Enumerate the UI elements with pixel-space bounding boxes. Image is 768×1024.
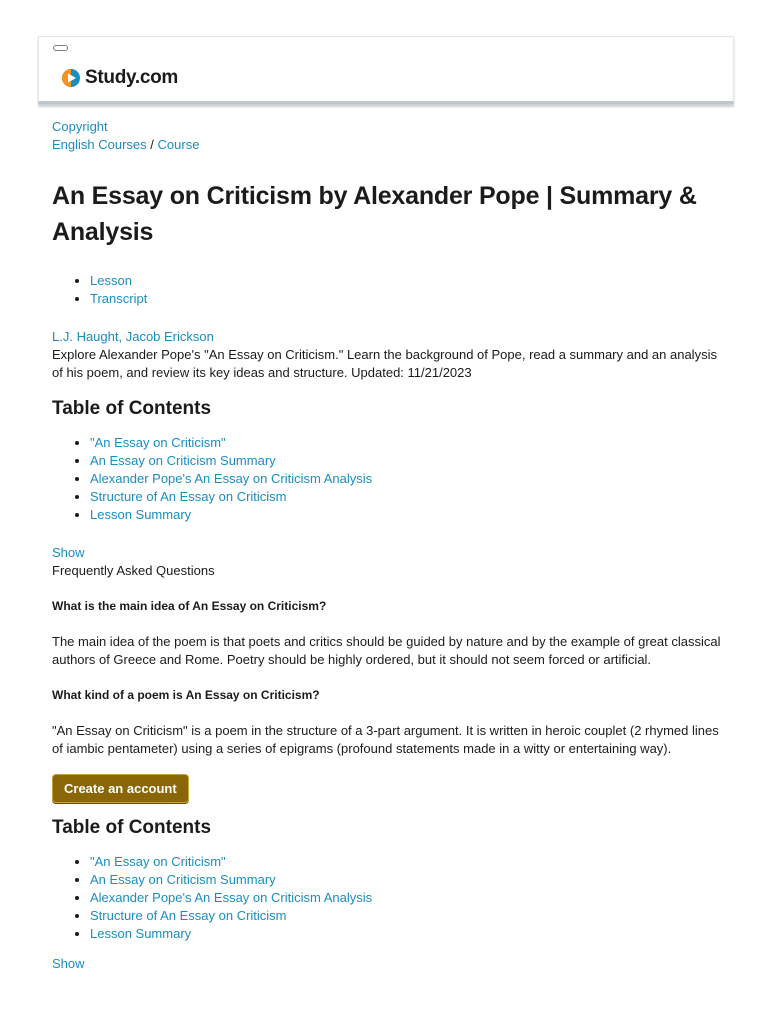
faq-title: Frequently Asked Questions [52,563,215,578]
faq-question: What kind of a poem is An Essay on Criticism? [52,688,320,702]
study-com-logo[interactable] [61,67,178,89]
toc-item-lesson-summary[interactable]: Lesson Summary [90,507,192,522]
toc-item-structure[interactable]: Structure of An Essay on Criticism [90,489,287,504]
toc-show-link[interactable]: Show [52,956,85,971]
toc-list [52,434,722,524]
toc-item-analysis[interactable]: Alexander Pope's An Essay on Criticism Analysis [90,890,373,905]
breadcrumb [52,118,722,154]
toc-heading: Table of Contents [52,398,212,419]
logo-text: Study.com [85,67,179,88]
toc-item-summary[interactable]: An Essay on Criticism Summary [90,872,276,887]
lesson-tabs [52,272,722,308]
faq-answer: "An Essay on Criticism" is a poem in the structure of a 3-part argument. It is written in heroic couplet (2 rhymed lines of iambic pentameter) using a series of epigrams (profound statements made in a witty or entertaining way). [52,723,719,756]
toc-item-analysis[interactable]: Alexander Pope's An Essay on Criticism Analysis [90,471,373,486]
lesson-summary-text: Explore Alexander Pope's "An Essay on Criticism." Learn the background of Pope, read a summary and an analysis of his poem, and review its key ideas and structure. Updated: 11/21/2023 [52,347,717,380]
create-account-button[interactable]: Create an account [52,774,189,803]
tab-transcript[interactable]: Transcript [90,291,148,306]
breadcrumb-copyright-link[interactable]: Copyright [52,119,108,134]
toc-item-structure[interactable]: Structure of An Essay on Criticism [90,908,287,923]
breadcrumb-course-link[interactable]: Course [157,137,200,152]
toc-item-lesson-summary[interactable]: Lesson Summary [90,926,192,941]
toc-item-essay[interactable]: "An Essay on Criticism" [90,854,226,869]
menu-toggle-icon[interactable] [53,45,68,51]
tab-lesson[interactable]: Lesson [90,273,132,288]
toc-list [52,853,722,943]
author-links [52,328,722,346]
faq-question: What is the main idea of An Essay on Criticism? [52,599,327,613]
breadcrumb-english-courses-link[interactable]: English Courses [52,137,147,152]
toc-show-link[interactable]: Show [52,545,85,560]
main-content [52,118,722,973]
toc-item-summary[interactable]: An Essay on Criticism Summary [90,453,276,468]
page-title: An Essay on Criticism by Alexander Pope | Summary & Analysis [52,182,697,246]
site-header [38,36,734,104]
play-logo-icon [61,68,81,88]
toc-heading: Table of Contents [52,817,212,838]
breadcrumb-separator: / [150,137,154,152]
authors-link[interactable]: L.J. Haught, Jacob Erickson [52,329,214,344]
toc-item-essay[interactable]: "An Essay on Criticism" [90,435,226,450]
faq-answer: The main idea of the poem is that poets and critics should be guided by nature and by the example of great classical authors of Greece and Rome. Poetry should be highly ordered, but it should not seem forced or artificial. [52,634,721,667]
